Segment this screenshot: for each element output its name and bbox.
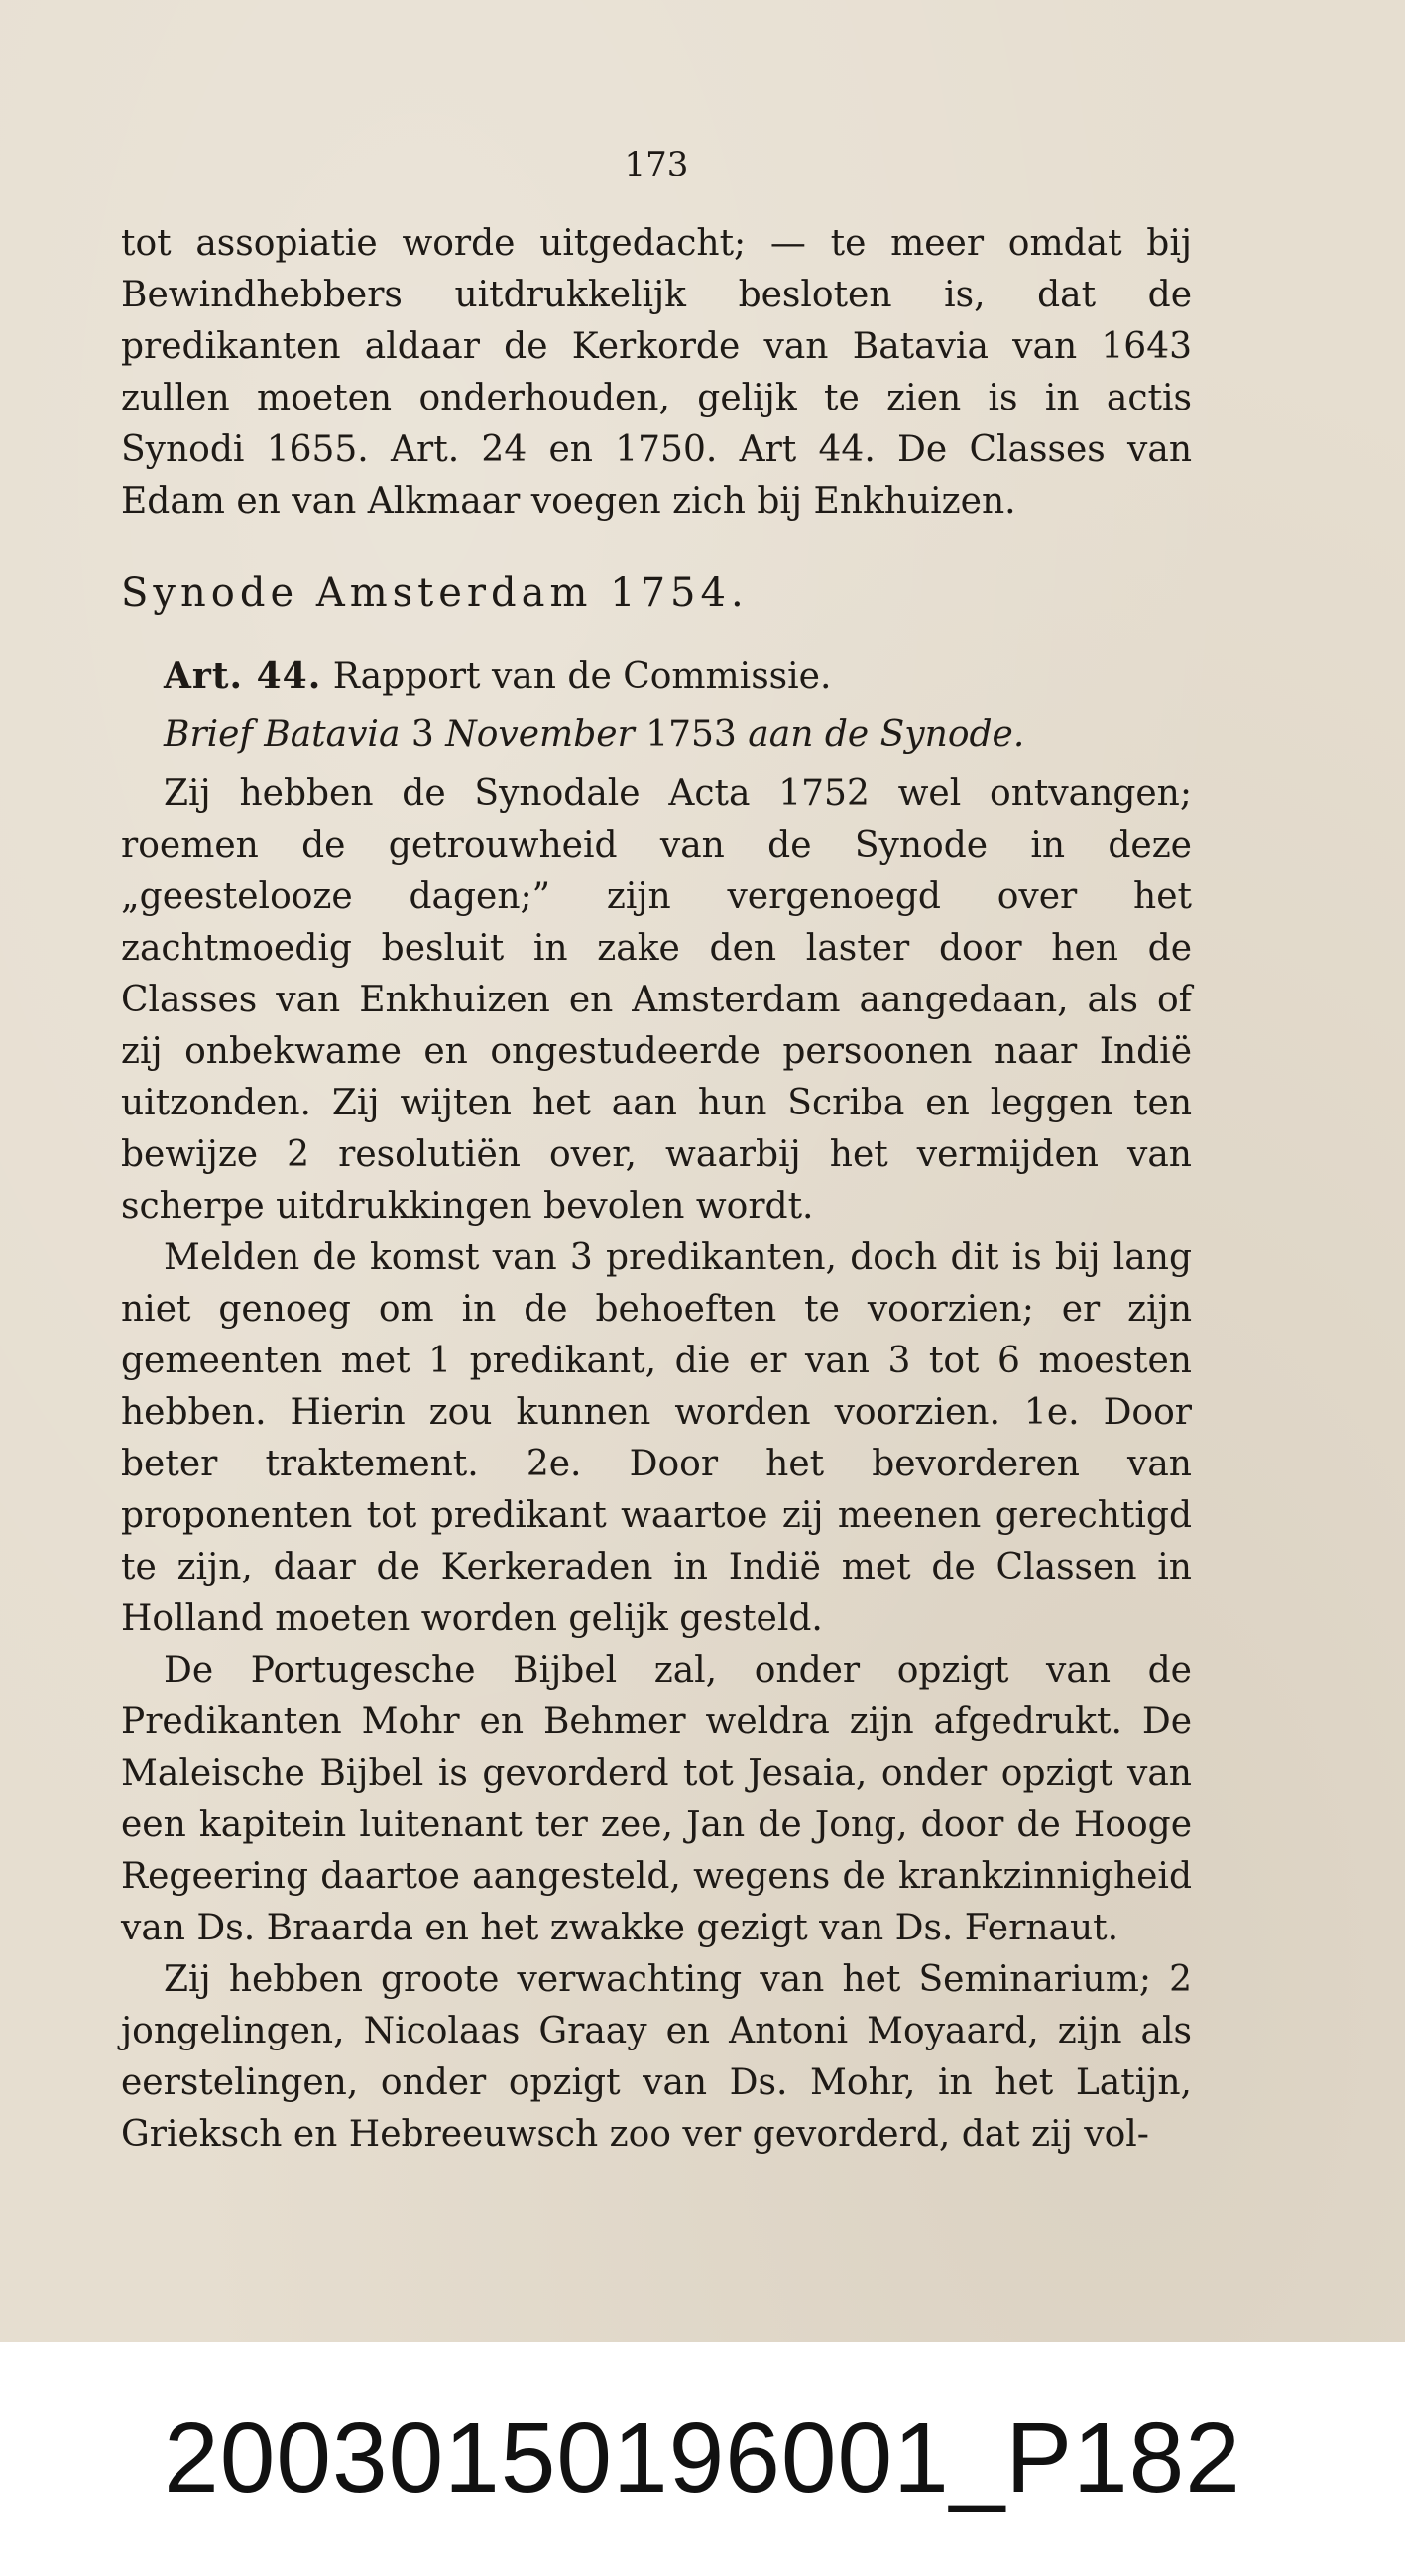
letter-day: 3	[410, 714, 434, 755]
letter-recipient: aan de Synode.	[748, 714, 1025, 755]
page-text-block	[121, 139, 1192, 2161]
article-number: Art. 44.	[164, 655, 322, 697]
letter-month: November	[445, 714, 635, 755]
body-paragraph-1: Zij hebben de Synodale Acta 1752 wel ontvangen; roemen de getrouwheid van de Synode in deze „geestelooze dagen;” zijn vergenoegd over het zachtmoedig besluit in zake den laster door hen de Classes van Enkhuizen en Amsterdam aangedaan, als of zij onbekwame en ongestudeerde persoonen naar Indië uitzonden. Zij wijten het aan hun Scriba en leggen ten bewijze 2 resolutiën over, waarbij het vermijden van scherpe uitdrukkingen bevolen wordt.	[121, 773, 1192, 1227]
body-paragraph-3: De Portugesche Bijbel zal, onder opzigt van de Predikanten Mohr en Behmer weldra zijn afgedrukt. De Maleische Bijbel is gevorderd tot Jesaia, onder opzigt van een kapitein luitenant ter zee, Jan de Jong, door de Hooge Regeering daartoe aangesteld, wegens de krankzinnigheid van Ds. Braarda en het zwakke gezigt van Ds. Fernaut.	[121, 1650, 1192, 1948]
article-heading	[121, 650, 1192, 703]
body-paragraph-2: Melden de komst van 3 predikanten, doch dit is bij lang niet genoeg om in de behoeften te voorzien; er zijn gemeenten met 1 predikant, die er van 3 tot 6 moesten hebben. Hierin zou kunnen worden voorzien. 1e. Door beter traktement. 2e. Door het bevorderen van proponenten tot predikant waartoe zij meenen gerechtigd te zijn, daar de Kerkeraden in Indië met de Classen in Holland moeten worden gelijk gesteld.	[121, 1237, 1192, 1639]
footer-strip	[0, 2342, 1405, 2576]
section-heading: Synode Amsterdam 1754.	[121, 570, 749, 616]
article-title: Rapport van de Commissie.	[332, 656, 832, 697]
letter-year: 1753	[645, 714, 737, 755]
intro-paragraph: tot assopiatie worde uitgedacht; — te meer omdat bij Bewindhebbers uitdrukkelijk besloten is, dat de predikanten aldaar de Kerkorde van Batavia van 1643 zullen moeten onderhouden, gelijk te zien is in actis Synodi 1655. Art. 24 en 1750. Art 44. De Classes van Edam en van Alkmaar voegen zich bij Enkhuizen.	[121, 223, 1192, 522]
page-number: 173	[624, 145, 689, 184]
body-paragraph-4: Zij hebben groote verwachting van het Seminarium; 2 jongelingen, Nicolaas Graay en Antoni Moyaard, zijn als eerstelingen, onder opzigt van Ds. Mohr, in het Latijn, Grieksch en Hebreeuwsch zoo ver gevorderd, dat zij vol-	[121, 1959, 1192, 2155]
letter-heading	[121, 709, 1192, 761]
footer-label: 20030150196001_P182	[164, 2402, 1241, 2514]
letter-origin: Brief Batavia	[164, 714, 401, 755]
